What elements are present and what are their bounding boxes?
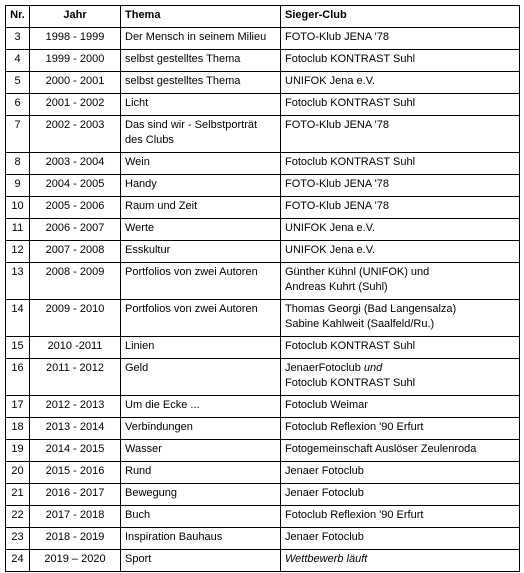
club-line: Fotoclub KONTRAST Suhl — [285, 97, 416, 109]
cell-club — [281, 484, 520, 506]
cell-club — [281, 337, 520, 359]
table-body — [6, 28, 520, 572]
cell-club — [281, 418, 520, 440]
cell-thema — [121, 396, 281, 418]
cell-jahr: 2002 - 2003 — [30, 116, 121, 153]
table-row — [6, 50, 520, 72]
cell-club — [281, 241, 520, 263]
cell-nr: 9 — [6, 175, 30, 197]
cell-nr: 14 — [6, 300, 30, 337]
table-row — [6, 241, 520, 263]
table-row — [6, 396, 520, 418]
cell-club — [281, 506, 520, 528]
cell-thema — [121, 440, 281, 462]
cell-nr: 16 — [6, 359, 30, 396]
table-header-row — [6, 6, 520, 28]
cell-thema — [121, 197, 281, 219]
cell-thema — [121, 28, 281, 50]
club-line: Fotoclub KONTRAST Suhl — [285, 156, 416, 168]
cell-jahr: 2012 - 2013 — [30, 396, 121, 418]
cell-nr: 17 — [6, 396, 30, 418]
header-thema: Thema — [121, 6, 281, 28]
cell-jahr: 2003 - 2004 — [30, 153, 121, 175]
thema-line: Werte — [125, 222, 155, 234]
cell-nr: 4 — [6, 50, 30, 72]
table-row — [6, 263, 520, 300]
cell-nr: 3 — [6, 28, 30, 50]
table-row — [6, 462, 520, 484]
cell-nr: 18 — [6, 418, 30, 440]
cell-nr: 23 — [6, 528, 30, 550]
cell-club — [281, 72, 520, 94]
club-line: Fotoclub Weimar — [285, 399, 368, 411]
cell-jahr: 2007 - 2008 — [30, 241, 121, 263]
thema-line: Verbindungen — [125, 421, 193, 433]
thema-line: Wasser — [125, 443, 162, 455]
club-conjunction-text: und — [363, 362, 383, 374]
cell-club — [281, 396, 520, 418]
thema-line: Linien — [125, 340, 155, 352]
cell-nr: 6 — [6, 94, 30, 116]
club-line: Fotogemeinschaft Auslöser Zeulenroda — [285, 443, 477, 455]
table-row — [6, 153, 520, 175]
table-row — [6, 175, 520, 197]
thema-line: Buch — [125, 509, 151, 521]
header-club: Sieger-Club — [281, 6, 520, 28]
club-line: FOTO-Klub JENA '78 — [285, 119, 389, 131]
cell-jahr: 2018 - 2019 — [30, 528, 121, 550]
thema-line: Um die Ecke ... — [125, 399, 200, 411]
table-row — [6, 219, 520, 241]
cell-jahr: 2006 - 2007 — [30, 219, 121, 241]
thema-line: Licht — [125, 97, 149, 109]
thema-line: Der Mensch in seinem Milieu — [125, 31, 267, 43]
cell-jahr: 2001 - 2002 — [30, 94, 121, 116]
thema-line: Portfolios von zwei Autoren — [125, 303, 258, 315]
cell-club — [281, 550, 520, 572]
cell-nr: 19 — [6, 440, 30, 462]
cell-thema — [121, 72, 281, 94]
winners-table — [5, 5, 520, 572]
cell-thema — [121, 116, 281, 153]
cell-nr: 12 — [6, 241, 30, 263]
cell-thema — [121, 484, 281, 506]
cell-nr: 20 — [6, 462, 30, 484]
cell-jahr: 2010 -2011 — [30, 337, 121, 359]
cell-thema — [121, 219, 281, 241]
table-row — [6, 528, 520, 550]
cell-club — [281, 94, 520, 116]
cell-thema — [121, 528, 281, 550]
cell-thema — [121, 359, 281, 396]
thema-line: Sport — [125, 553, 152, 565]
club-line: FOTO-Klub JENA '78 — [285, 200, 389, 212]
document-page — [5, 5, 520, 572]
club-line: Andreas Kuhrt (Suhl) — [285, 281, 388, 293]
table-row — [6, 337, 520, 359]
cell-jahr: 2008 - 2009 — [30, 263, 121, 300]
table-row — [6, 550, 520, 572]
club-name-text: JenaerFotoclub — [285, 362, 364, 374]
thema-line: Portfolios von zwei Autoren — [125, 266, 258, 278]
thema-line: Geld — [125, 362, 149, 374]
club-line: UNIFOK Jena e.V. — [285, 244, 376, 256]
cell-thema — [121, 550, 281, 572]
cell-jahr: 2016 - 2017 — [30, 484, 121, 506]
cell-jahr: 2005 - 2006 — [30, 197, 121, 219]
club-line: Fotoclub KONTRAST Suhl — [285, 53, 416, 65]
club-line: FOTO-Klub JENA '78 — [285, 178, 389, 190]
cell-jahr: 2013 - 2014 — [30, 418, 121, 440]
cell-jahr: 2014 - 2015 — [30, 440, 121, 462]
table-row — [6, 28, 520, 50]
club-line: Fotoclub Reflexion '90 Erfurt — [285, 509, 424, 521]
table-row — [6, 359, 520, 396]
cell-jahr: 2009 - 2010 — [30, 300, 121, 337]
cell-thema — [121, 506, 281, 528]
cell-nr: 10 — [6, 197, 30, 219]
thema-line: des Clubs — [125, 134, 174, 146]
club-status-text: Wettbewerb läuft — [285, 553, 368, 565]
table-row — [6, 197, 520, 219]
cell-jahr: 1999 - 2000 — [30, 50, 121, 72]
cell-club — [281, 462, 520, 484]
cell-thema — [121, 263, 281, 300]
club-line: UNIFOK Jena e.V. — [285, 222, 376, 234]
cell-nr: 11 — [6, 219, 30, 241]
cell-club — [281, 300, 520, 337]
cell-nr: 5 — [6, 72, 30, 94]
club-line: Sabine Kahlweit (Saalfeld/Ru.) — [285, 318, 435, 330]
cell-nr: 21 — [6, 484, 30, 506]
header-nr: Nr. — [6, 6, 30, 28]
cell-jahr: 2019 – 2020 — [30, 550, 121, 572]
cell-club — [281, 440, 520, 462]
cell-club — [281, 175, 520, 197]
club-line: Jenaer Fotoclub — [285, 465, 364, 477]
cell-jahr: 2015 - 2016 — [30, 462, 121, 484]
cell-nr: 7 — [6, 116, 30, 153]
cell-jahr: 2004 - 2005 — [30, 175, 121, 197]
table-row — [6, 72, 520, 94]
table-row — [6, 418, 520, 440]
cell-jahr: 2017 - 2018 — [30, 506, 121, 528]
cell-thema — [121, 50, 281, 72]
cell-club — [281, 50, 520, 72]
cell-jahr: 1998 - 1999 — [30, 28, 121, 50]
cell-club — [281, 263, 520, 300]
thema-line: Inspiration Bauhaus — [125, 531, 223, 543]
club-line: Thomas Georgi (Bad Langensalza) — [285, 303, 457, 315]
cell-club — [281, 528, 520, 550]
table-row — [6, 484, 520, 506]
club-line — [285, 361, 515, 376]
cell-thema — [121, 153, 281, 175]
thema-line: selbst gestelltes Thema — [125, 75, 241, 87]
cell-thema — [121, 337, 281, 359]
club-line: Günther Kühnl (UNIFOK) und — [285, 266, 430, 278]
club-line: UNIFOK Jena e.V. — [285, 75, 376, 87]
cell-club — [281, 219, 520, 241]
cell-jahr: 2000 - 2001 — [30, 72, 121, 94]
cell-club — [281, 359, 520, 396]
thema-line: Bewegung — [125, 487, 177, 499]
cell-thema — [121, 241, 281, 263]
thema-line: Wein — [125, 156, 150, 168]
cell-nr: 22 — [6, 506, 30, 528]
club-line: Jenaer Fotoclub — [285, 487, 364, 499]
club-line: FOTO-Klub JENA '78 — [285, 31, 389, 43]
cell-club — [281, 116, 520, 153]
table-row — [6, 506, 520, 528]
table-row — [6, 94, 520, 116]
table-row — [6, 300, 520, 337]
cell-club — [281, 197, 520, 219]
table-row — [6, 440, 520, 462]
cell-thema — [121, 462, 281, 484]
cell-club — [281, 28, 520, 50]
thema-line: Esskultur — [125, 244, 171, 256]
thema-line: selbst gestelltes Thema — [125, 53, 241, 65]
club-line: Fotoclub KONTRAST Suhl — [285, 340, 416, 352]
thema-line: Handy — [125, 178, 157, 190]
thema-line: Rund — [125, 465, 152, 477]
cell-club — [281, 153, 520, 175]
cell-nr: 8 — [6, 153, 30, 175]
club-line: Jenaer Fotoclub — [285, 531, 364, 543]
cell-nr: 24 — [6, 550, 30, 572]
cell-thema — [121, 300, 281, 337]
club-line: Fotoclub Reflexion '90 Erfurt — [285, 421, 424, 433]
cell-thema — [121, 94, 281, 116]
cell-nr: 15 — [6, 337, 30, 359]
thema-line: Raum und Zeit — [125, 200, 198, 212]
header-jahr: Jahr — [30, 6, 121, 28]
club-line: Fotoclub KONTRAST Suhl — [285, 377, 416, 389]
table-row — [6, 116, 520, 153]
cell-thema — [121, 175, 281, 197]
cell-thema — [121, 418, 281, 440]
cell-jahr: 2011 - 2012 — [30, 359, 121, 396]
cell-nr: 13 — [6, 263, 30, 300]
thema-line: Das sind wir - Selbstporträt — [125, 119, 258, 131]
